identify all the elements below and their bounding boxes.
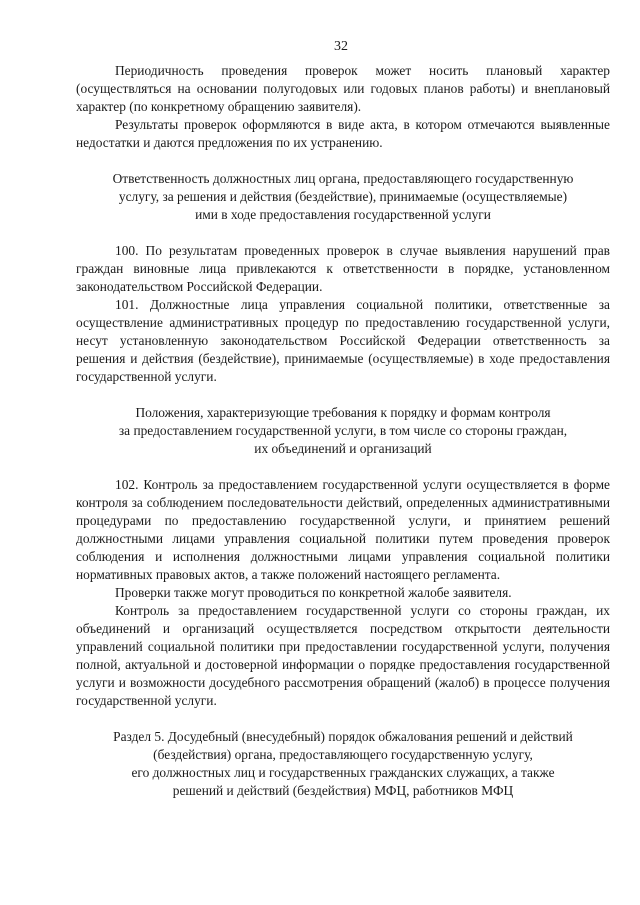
document-page — [76, 38, 610, 800]
paragraph-complaint-inspections: Проверки также могут проводиться по конкретной жалобе заявителя. — [115, 585, 512, 600]
paragraph-public-control: Контроль за предоставлением государственной услуги со стороны граждан, их объединений и организаций осуществляется посредством открытости деятельности управлений социальной политики при предоставлении государственной услуги, получения полной, актуальной и достоверной информации о порядке предоставления государственной услуги и возможности досудебного рассмотрения обращений (жалоб) в процессе получения государственной услуги. — [76, 603, 610, 708]
heading-line: решений и действий (бездействия) МФЦ, работников МФЦ — [172, 783, 514, 798]
heading-line: ими в ходе предоставления государственной услуги — [195, 207, 491, 222]
paragraph-inspection-results: Результаты проверок оформляются в виде акта, в котором отмечаются выявленные недостатки и даются предложения по их устранению. — [76, 117, 610, 150]
heading-line: за предоставлением государственной услуги, в том числе со стороны граждан, — [118, 423, 568, 438]
heading-line: (бездействия) органа, предоставляющего государственную услугу, — [153, 747, 533, 762]
paragraph-101: 101. Должностные лица управления социальной политики, ответственные за осуществление административных процедур по предоставлению государственной услуги, несут установленную законодательством Российской Федерации ответственность за решения и действия (бездействие), принимаемые (осуществляемые) в ходе предоставления государственной услуги. — [76, 297, 610, 384]
page-number: 32 — [334, 39, 348, 54]
heading-line: их объединений и организаций — [254, 441, 432, 456]
heading-official-responsibility — [76, 170, 610, 224]
heading-section-5 — [76, 728, 610, 800]
heading-line: Раздел 5. Досудебный (внесудебный) порядок обжалования решений и действий — [113, 729, 573, 744]
heading-line: услугу, за решения и действия (бездействие), принимаемые (осуществляемые) — [118, 189, 568, 204]
paragraph-inspection-frequency: Периодичность проведения проверок может носить плановый характер (осуществляться на основании полугодовых или годовых планов работы) и внеплановый характер (по конкретному обращению заявителя). — [76, 63, 610, 114]
heading-control-requirements — [76, 404, 610, 458]
paragraph-102: 102. Контроль за предоставлением государственной услуги осуществляется в форме контроля за соблюдением последовательности действий, определенных административными процедурами по предоставлению государственной услуги, и принятием решений должностными лицами управления социальной политики путем проведения проверок соблюдения и исполнения должностными лицами управления социальной политики нормативных правовых актов, а также положений настоящего регламента. — [76, 477, 610, 582]
heading-line: Положения, характеризующие требования к порядку и формам контроля — [135, 405, 551, 420]
heading-line: его должностных лиц и государственных гражданских служащих, а также — [131, 765, 555, 780]
paragraph-100: 100. По результатам проведенных проверок в случае выявления нарушений прав граждан виновные лица привлекаются к ответственности в порядке, установленном законодательством Российской Федерации. — [76, 243, 610, 294]
heading-line: Ответственность должностных лиц органа, предоставляющего государственную — [112, 171, 574, 186]
